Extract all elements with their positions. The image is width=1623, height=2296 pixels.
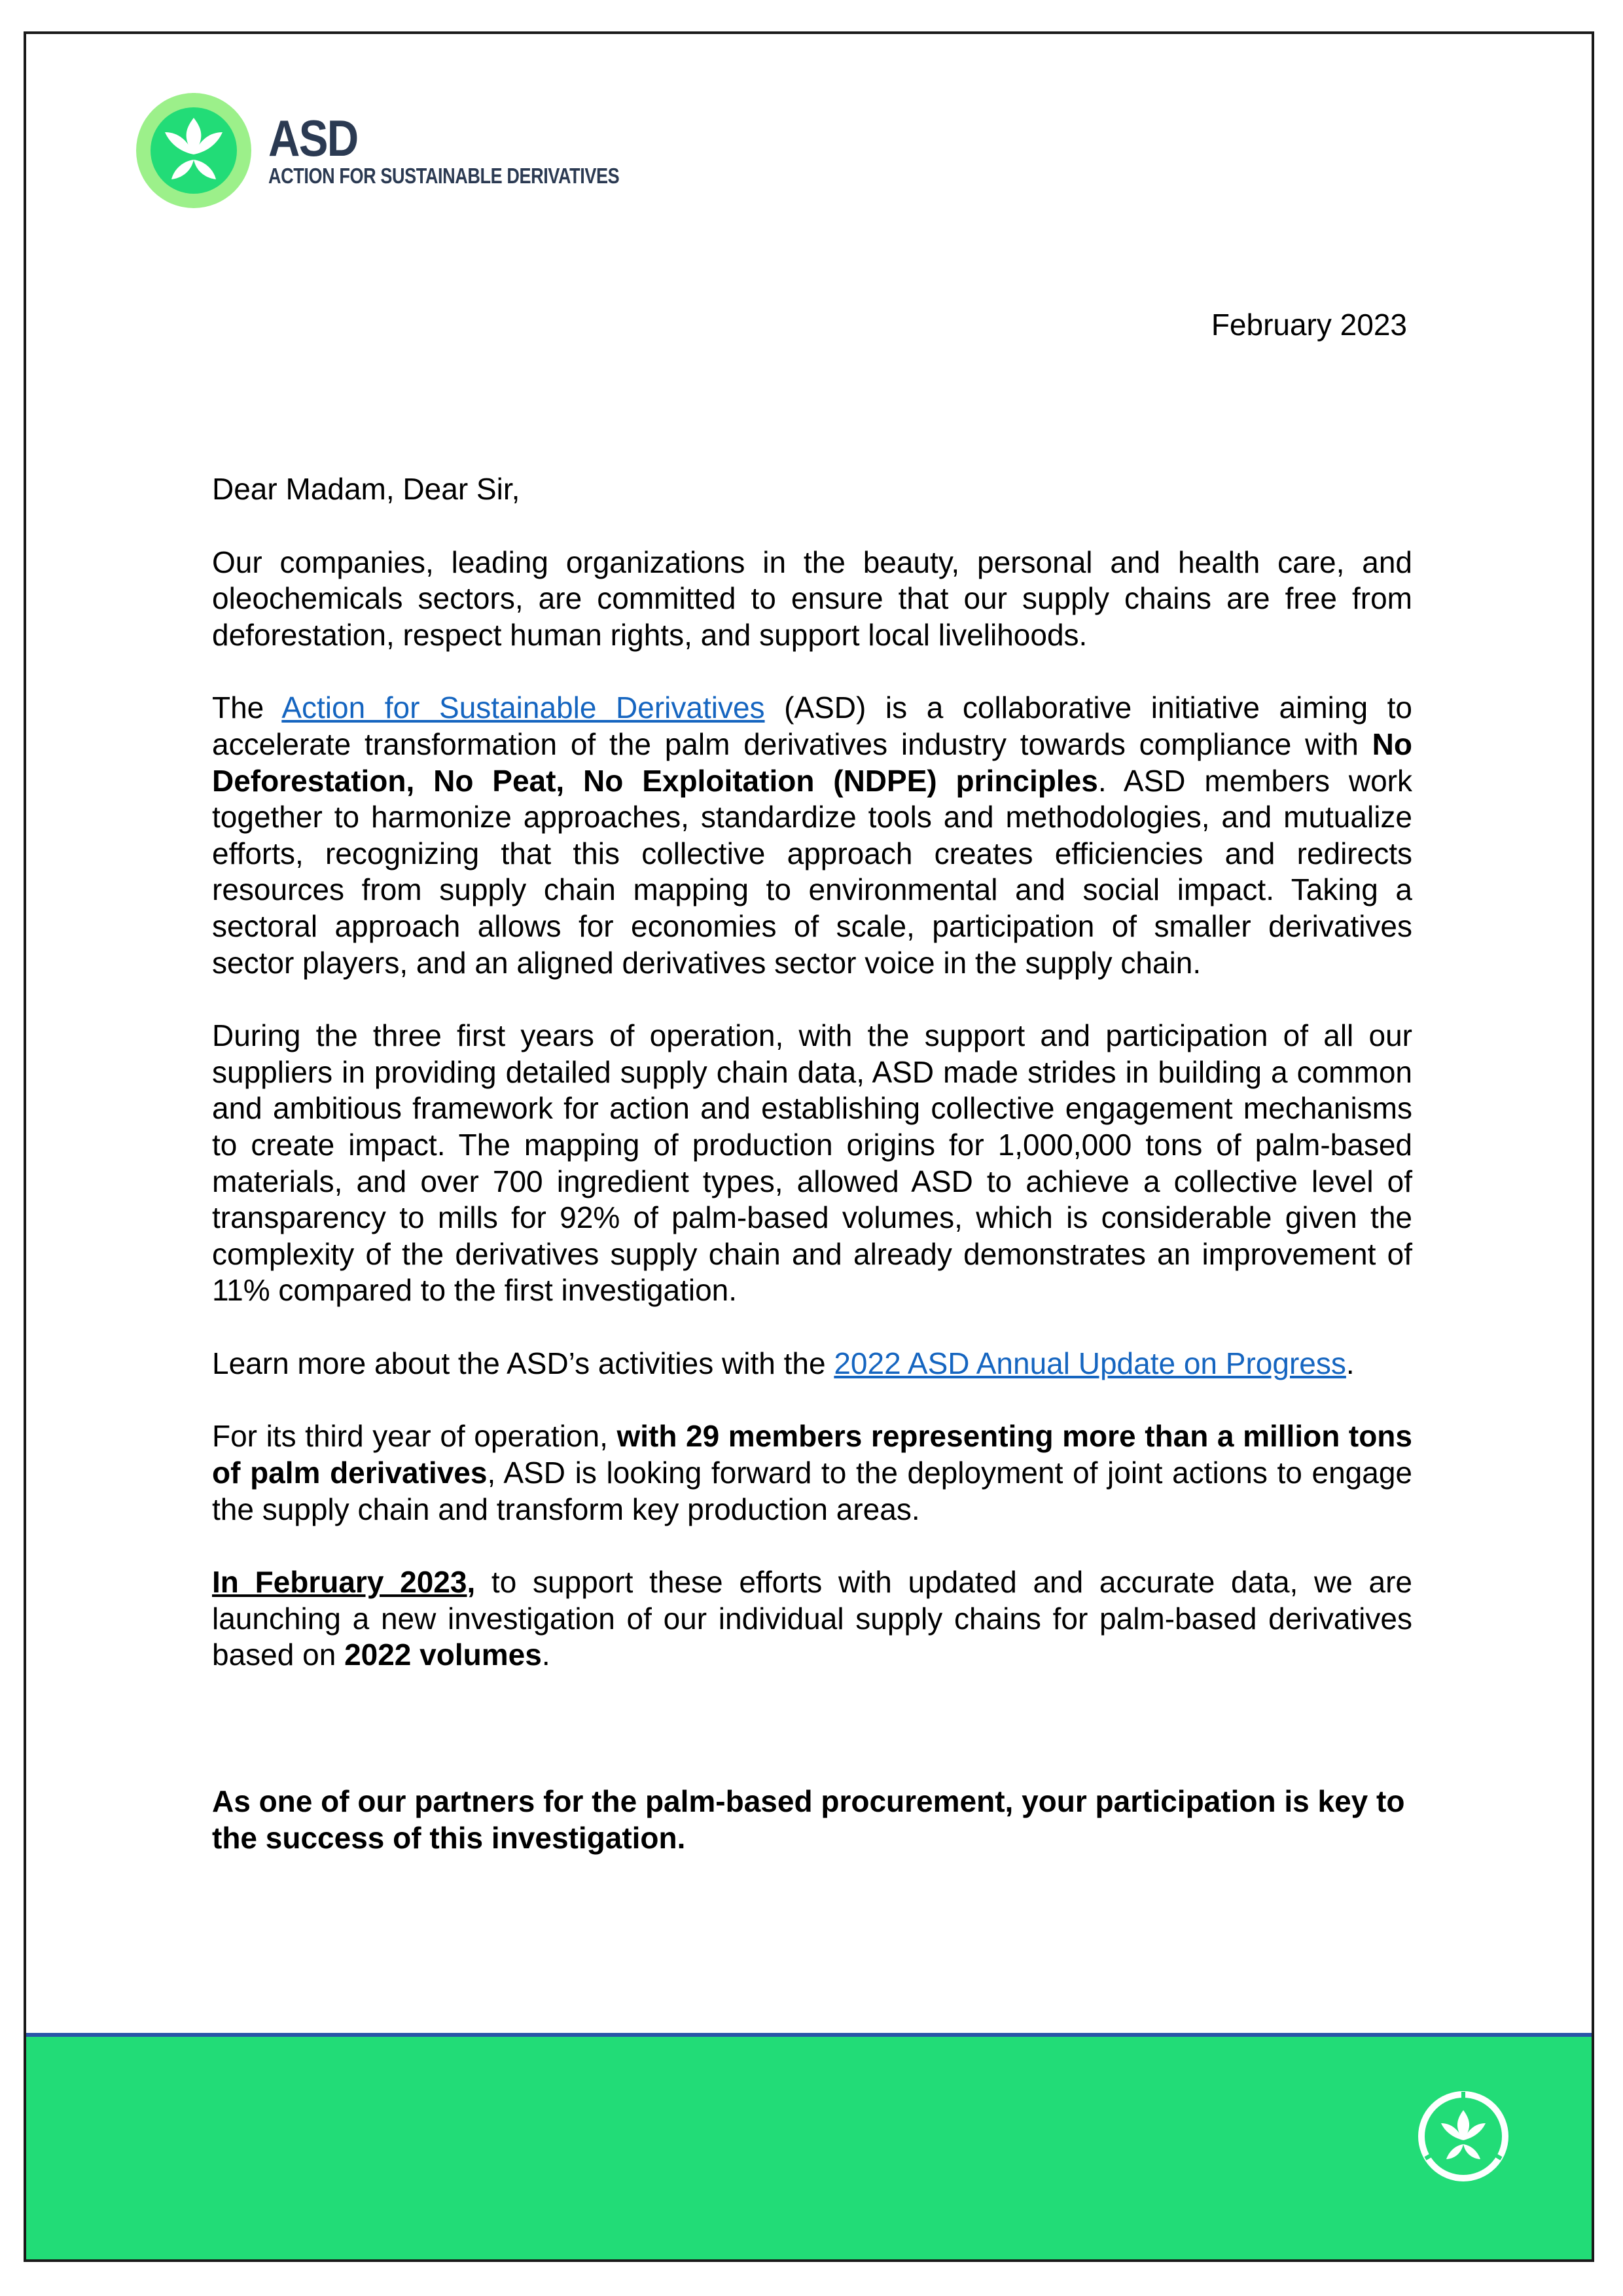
paragraph-investigation: In February 2023, to support these efforts with updated and accurate data, we are launching a new investigation of our individual supply chains for palm-based derivatives based on 2022 volumes. (212, 1565, 1413, 1672)
paragraph-learn-more: Learn more about the ASD’s activities with the 2022 ASD Annual Update on Progress. (212, 1346, 1355, 1380)
paragraph-commitment: Our companies, leading organizations in the beauty, personal and health care, and oleochemicals sectors, are committed to ensure that our supply chains are free from deforestation, respect human rights, and support local livelihoods. (212, 545, 1412, 652)
letter-body (212, 471, 1412, 1893)
salutation: Dear Madam, Dear Sir, (212, 472, 520, 506)
paragraph-progress: During the three first years of operation, with the support and participation of all our suppliers in providing detailed supply chain data, ASD made strides in building a common and ambitious framework for action and establishing collective engagement mechanisms to create impact. The mapping of production origins for 1,000,000 tons of palm-based materials, and over 700 ingredient types, allowed ASD to achieve a collective level of transparency to mills for 92% of palm-based volumes, which is considerable given the complexity of the derivatives supply chain and already demonstrates an improvement of 11% compared to the first investigation. (212, 1018, 1412, 1308)
letter-page (24, 31, 1594, 2262)
letter-date: February 2023 (1211, 308, 1407, 342)
volumes-highlight: 2022 volumes (344, 1638, 542, 1672)
closing-statement: As one of our partners for the palm-based procurement, your participation is key to the success of this investigation. (212, 1784, 1405, 1855)
asd-website-link[interactable]: Action for Sustainable Derivatives (281, 691, 765, 725)
logo-full-name: ACTION FOR SUSTAINABLE DERIVATIVES (268, 164, 620, 188)
asd-footer-logo-icon (1418, 2090, 1509, 2182)
paragraph-asd-intro: The Action for Sustainable Derivatives (ASD) is a collaborative initiative aiming to accelerate transformation of the palm derivatives industry towards compliance with No Deforestation, No Peat, No Exploitation (NDPE) principles. ASD members work together to harmonize approaches, standardize tools and methodologies, and mutualize efforts, recognizing that this collective approach creates efficiencies and redirects resources from supply chain mapping to environmental and social impact. Taking a sectoral approach allows for economies of scale, participation of smaller derivatives sector players, and an aligned derivatives sector voice in the supply chain. (212, 691, 1412, 980)
launch-date-highlight: In February 2023 (212, 1565, 467, 1600)
asd-logo (135, 92, 696, 209)
members-highlight: with 29 members representing more than a million tons of palm derivatives (212, 1419, 1412, 1490)
annual-update-link[interactable]: 2022 ASD Annual Update on Progress (834, 1346, 1346, 1380)
ndpe-principles: No Deforestation, No Peat, No Exploitation (NDPE) principles (212, 726, 1412, 798)
paragraph-third-year: For its third year of operation, with 29 members representing more than a million tons of palm derivatives, ASD is looking forward to the deployment of joint actions to engage the supply chain and transform key production areas. (212, 1419, 1412, 1526)
logo-abbreviation: ASD (268, 109, 358, 167)
logo-text (268, 109, 696, 188)
asd-lotus-logo-icon (135, 92, 253, 209)
footer-band (26, 2033, 1592, 2259)
